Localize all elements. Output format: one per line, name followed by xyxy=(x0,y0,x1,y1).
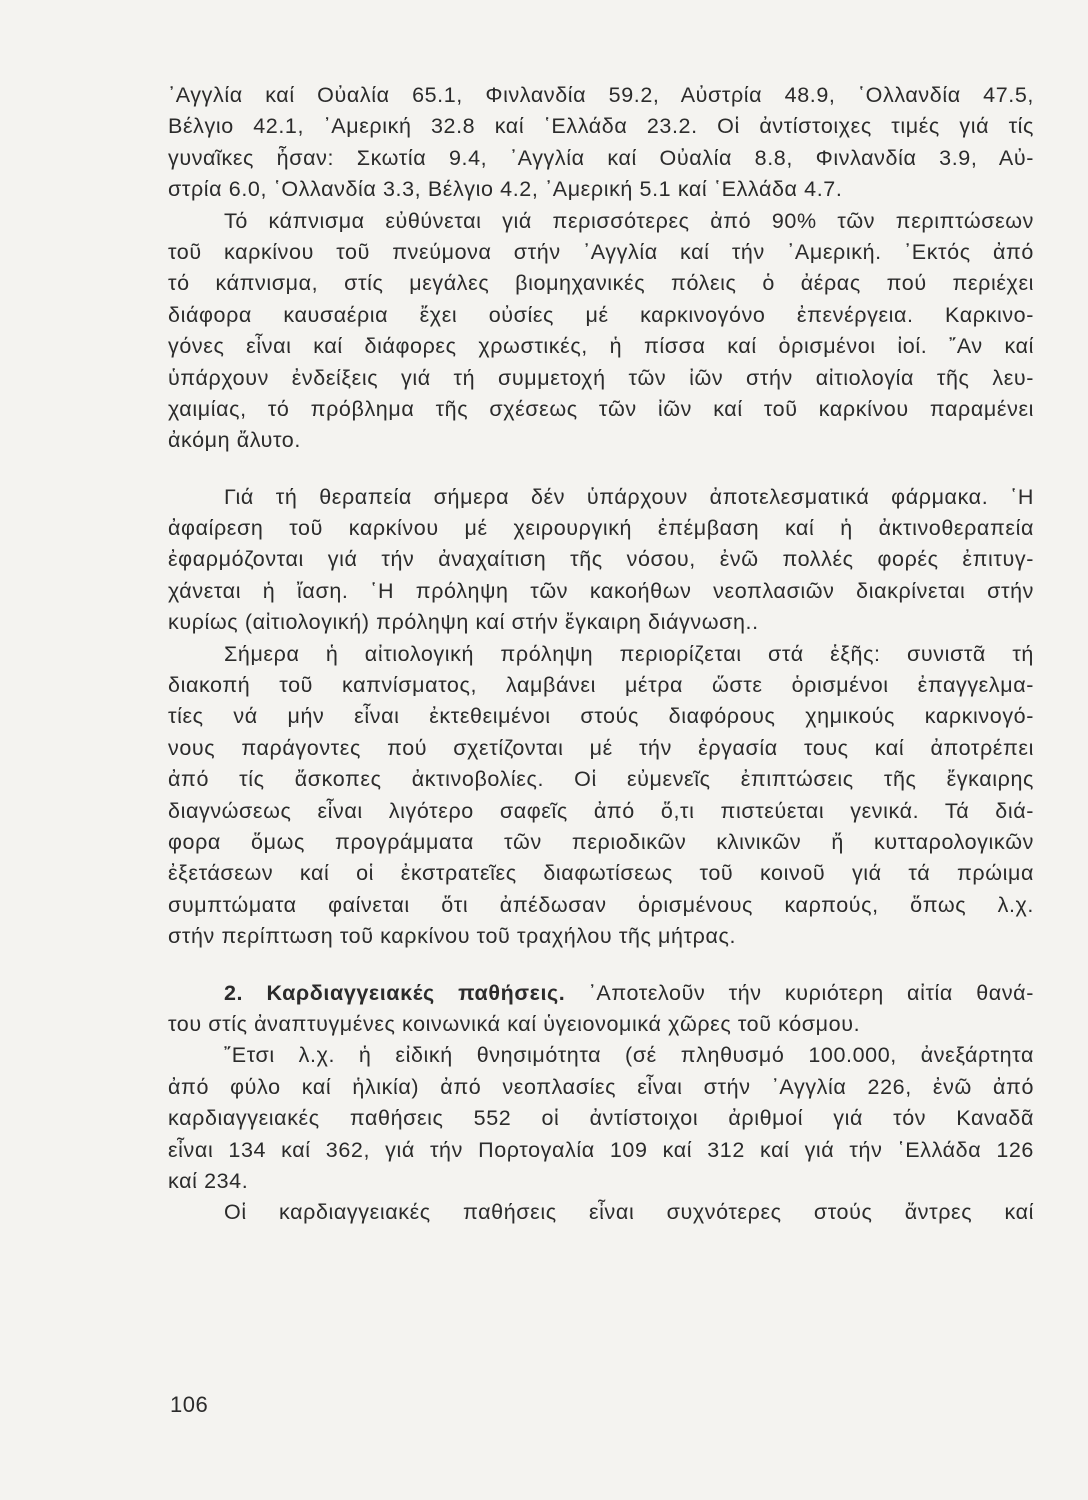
text-line: ἀφαίρεση τοῦ καρκίνου μέ χειρουργική ἐπέμβαση καί ἡ ἀκτινοθεραπεία xyxy=(168,516,1034,541)
text-line: Τό κάπνισμα εὐθύνεται γιά περισσότερες ἀπό 90% τῶν περιπτώσεων xyxy=(224,208,1034,233)
text-line: γόνες εἶναι καί διάφορες χρωστικές, ἡ πίσσα καί ὁρισμένοι ἰοί. ῎Αν καί xyxy=(168,334,1034,359)
paragraph-prevention xyxy=(168,639,1034,953)
text-line: Γιά τή θεραπεία σήμερα δέν ὑπάρχουν ἀποτελεσματικά φάρμακα. ῾Η xyxy=(224,484,1034,509)
text-line: Σήμερα ἡ αἰτιολογική πρόληψη περιορίζεται στά ἑξῆς: συνιστᾶ τή xyxy=(224,641,1034,666)
text-line: ἐφαρμόζονται γιά τήν ἀναχαίτιση τῆς νόσου, ἐνῶ πολλές φορές ἐπιτυγ- xyxy=(168,547,1034,572)
text-line: τοῦ καρκίνου τοῦ πνεύμονα στήν ᾿Αγγλία καί τήν ᾿Αμερική. ᾿Εκτός ἀπό xyxy=(168,239,1034,264)
text-line: εἶναι 134 καί 362, γιά τήν Πορτογαλία 109 καί 312 καί γιά τήν ῾Ελλάδα 126 xyxy=(168,1137,1034,1162)
text-line: στήν περίπτωση τοῦ καρκίνου τοῦ τραχήλου τῆς μήτρας. xyxy=(168,924,737,949)
text-line: διακοπή τοῦ καπνίσματος, λαμβάνει μέτρα ὥστε ὁρισμένοι ἐπαγγελμα- xyxy=(168,673,1034,698)
paragraph-gender xyxy=(168,1197,1034,1228)
text-line: ἀπό τίς ἄσκοπες ἀκτινοβολίες. Οἱ εὐμενεῖς ἐπιπτώσεις τῆς ἔγκαιρης xyxy=(168,767,1034,792)
paragraph-gap xyxy=(168,457,1034,482)
text-line: καί 234. xyxy=(168,1168,249,1193)
text-line: διαγνώσεως εἶναι λιγότερο σαφεῖς ἀπό ὅ,τι πιστεύεται γενικά. Τά διά- xyxy=(168,798,1034,823)
section-cardiovascular xyxy=(168,978,1034,1041)
text-line: ᾿Αγγλία καί Οὐαλία 65.1, Φινλανδία 59.2, Αὐστρία 48.9, ῾Ολλανδία 47.5, xyxy=(168,83,1034,107)
paragraph-therapy xyxy=(168,482,1034,639)
text-line: ἐξετάσεων καί οἱ ἐκστρατεῖες διαφωτίσεως τοῦ κοινοῦ γιά τά πρώιμα xyxy=(168,861,1034,886)
section-title: Καρδιαγγειακές παθήσεις. xyxy=(266,980,566,1005)
text-line: χαιμίας, τό πρόβλημα τῆς σχέσεως τῶν ἰῶν καί τοῦ καρκίνου παραμένει xyxy=(168,396,1034,421)
paragraph-gap xyxy=(168,953,1034,978)
paragraph-mortality xyxy=(168,1040,1034,1197)
text-line: καρδιαγγειακές παθήσεις 552 οἱ ἀντίστοιχοι ἀριθμοί γιά τόν Καναδᾶ xyxy=(168,1106,1034,1131)
text-line: τίες νά μήν εἶναι ἐκτεθειμένοι στούς διαφόρους χημικούς καρκινογό- xyxy=(168,704,1034,729)
text-line: κυρίως (αἰτιολογική) πρόληψη καί στήν ἔγκαιρη διάγνωση.. xyxy=(168,610,759,635)
text-line: Οἱ καρδιαγγειακές παθήσεις εἶναι συχνότερες στούς ἄντρες καί xyxy=(224,1200,1034,1225)
text-line: χάνεται ἡ ἴαση. ῾Η πρόληψη τῶν κακοήθων νεοπλασιῶν διακρίνεται στήν xyxy=(168,578,1034,603)
paragraph-smoking xyxy=(168,206,1034,457)
body-text xyxy=(168,80,1034,1229)
text-line: στρία 6.0, ῾Ολλανδία 3.3, Βέλγιο 4.2, ᾿Αμερική 5.1 καί ῾Ελλάδα 4.7. xyxy=(168,177,843,202)
text-line: του στίς ἀναπτυγμένες κοινωνικά καί ὑγειονομικά χῶρες τοῦ κόσμου. xyxy=(168,1011,861,1036)
section-heading-line xyxy=(168,978,1034,1009)
text-line: φορα ὅμως προγράμματα τῶν περιοδικῶν κλινικῶν ἤ κυτταρολογικῶν xyxy=(168,829,1034,854)
text-line: νους παράγοντες πού σχετίζονται μέ τήν ἐργασία τους καί ἀποτρέπει xyxy=(168,735,1034,760)
section-first-line-text: ᾿Αποτελοῦν τήν κυριότερη αἰτία θανά- xyxy=(588,980,1034,1005)
paragraph-country-rates xyxy=(168,80,1034,206)
text-line: διάφορα καυσαέρια ἔχει οὐσίες μέ καρκινογόνο ἐπενέργεια. Καρκινο- xyxy=(168,302,1034,327)
text-line: τό κάπνισμα, στίς μεγάλες βιομηχανικές πόλεις ὁ ἀέρας πού περιέχει xyxy=(168,271,1034,296)
text-line: ἀκόμη ἄλυτο. xyxy=(168,428,301,453)
text-line: γυναῖκες ἦσαν: Σκωτία 9.4, ᾿Αγγλία καί Οὐαλία 8.8, Φινλανδία 3.9, Αὐ- xyxy=(168,145,1034,170)
section-number: 2. xyxy=(224,980,244,1005)
text-line: συμπτώματα φαίνεται ὅτι ἀπέδωσαν ὁρισμένους καρπούς, ὅπως λ.χ. xyxy=(168,892,1034,917)
text-line: ῎Ετσι λ.χ. ἡ εἰδική θνησιμότητα (σέ πληθυσμό 100.000, ἀνεξάρτητα xyxy=(224,1043,1034,1068)
text-line: Βέλγιο 42.1, ᾿Αμερική 32.8 καί ῾Ελλάδα 23.2. Οἱ ἀντίστοιχες τιμές γιά τίς xyxy=(168,114,1034,139)
page-number: 106 xyxy=(170,1392,209,1417)
text-line: ἀπό φύλο καί ἡλικία) ἀπό νεοπλασίες εἶναι στήν ᾿Αγγλία 226, ἐνῶ ἀπό xyxy=(168,1074,1034,1099)
text-line: ὑπάρχουν ἐνδείξεις γιά τή συμμετοχή τῶν ἰῶν στήν αἰτιολογία τῆς λευ- xyxy=(168,365,1034,390)
